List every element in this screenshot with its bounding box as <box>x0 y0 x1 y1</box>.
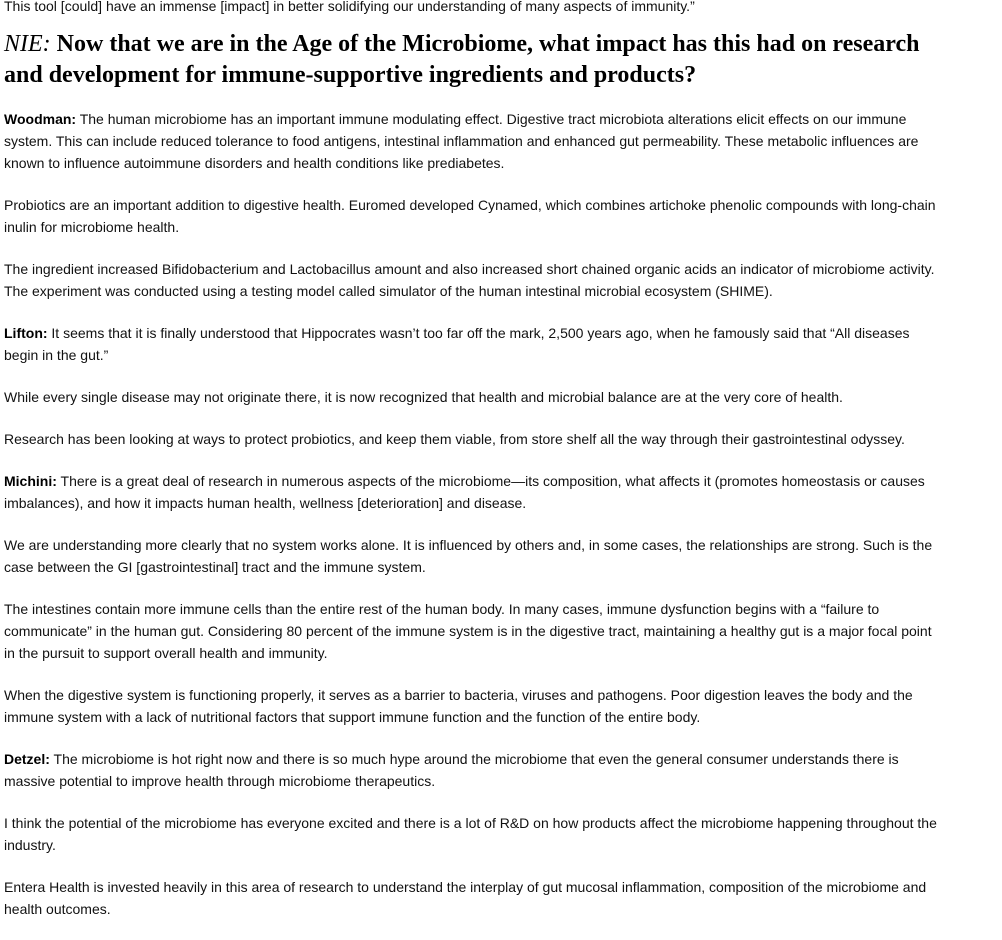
paragraph-text: The human microbiome has an important immune modulating effect. Digestive tract microbiota alterations elicit effects on our immune system. This can include reduced tolerance to food antigens, intestinal inflammation and enhanced gut permeability. These metabolic influences are known to influence autoimmune disorders and health conditions like prediabetes. <box>4 111 919 171</box>
answer-paragraph: I think the potential of the microbiome has everyone excited and there is a lot of R&D on how products affect the microbiome happening throughout the industry. <box>4 815 937 853</box>
answer-paragraph: The ingredient increased Bifidobacterium and Lactobacillus amount and also increased short chained organic acids an indicator of microbiome activity. The experiment was conducted using a testing model called simulator of the human intestinal microbial ecosystem (SHIME). <box>4 261 935 299</box>
speaker-name: Detzel: <box>4 751 50 767</box>
interview-question <box>4 29 944 91</box>
answer-paragraph: When the digestive system is functioning properly, it serves as a barrier to bacteria, viruses and pathogens. Poor digestion leaves the body and the immune system with a lack of nutritional factors that support immune function and the function of the entire body. <box>4 687 913 725</box>
speaker-name: Michini: <box>4 473 57 489</box>
question-label: NIE: <box>4 31 51 57</box>
answer-paragraph: While every single disease may not originate there, it is now recognized that health and microbial balance are at the very core of health. <box>4 389 843 405</box>
paragraph-text: There is a great deal of research in numerous aspects of the microbiome—its composition, what affects it (promotes homeostasis or causes imbalances), and how it impacts human health, wellness [deterioration] and disease. <box>4 473 925 511</box>
lead-in-quote: This tool [could] have an immense [impact] in better solidifying our understanding of many aspects of immunity.” <box>4 0 695 14</box>
answer-paragraph: The intestines contain more immune cells than the entire rest of the human body. In many cases, immune dysfunction begins with a “failure to communicate” in the human gut. Considering 80 percent of the immune system is in the digestive tract, maintaining a healthy gut is a major focal point in the pursuit to support overall health and immunity. <box>4 601 932 661</box>
speaker-name: Woodman: <box>4 111 77 127</box>
answer-paragraph: Entera Health is invested heavily in this area of research to understand the interplay of gut mucosal inflammation, composition of the microbiome and health outcomes. <box>4 879 927 917</box>
paragraph-text: The microbiome is hot right now and there is so much hype around the microbiome that even the general consumer understands there is massive potential to improve health through microbiome therapeutics. <box>4 751 899 789</box>
answer-paragraph: We are understanding more clearly that no system works alone. It is influenced by others and, in some cases, the relationships are strong. Such is the case between the GI [gastrointestinal] tract and the immune system. <box>4 537 933 575</box>
answer-paragraph: Research has been looking at ways to protect probiotics, and keep them viable, from store shelf all the way through their gastrointestinal odyssey. <box>4 431 905 447</box>
answer-paragraph: Probiotics are an important addition to digestive health. Euromed developed Cynamed, which combines artichoke phenolic compounds with long-chain inulin for microbiome health. <box>4 197 936 235</box>
answer-paragraph <box>4 108 944 174</box>
article-body <box>4 0 944 940</box>
paragraph-text: It seems that it is finally understood that Hippocrates wasn’t too far off the mark, 2,500 years ago, when he famously said that “All diseases begin in the gut.” <box>4 325 910 363</box>
answer-paragraph <box>4 322 944 366</box>
question-text: Now that we are in the Age of the Microbiome, what impact has this had on research and development for immune-supportive ingredients and products? <box>4 31 920 88</box>
answer-paragraph <box>4 470 944 514</box>
speaker-name: Lifton: <box>4 325 48 341</box>
answer-paragraph <box>4 748 944 792</box>
